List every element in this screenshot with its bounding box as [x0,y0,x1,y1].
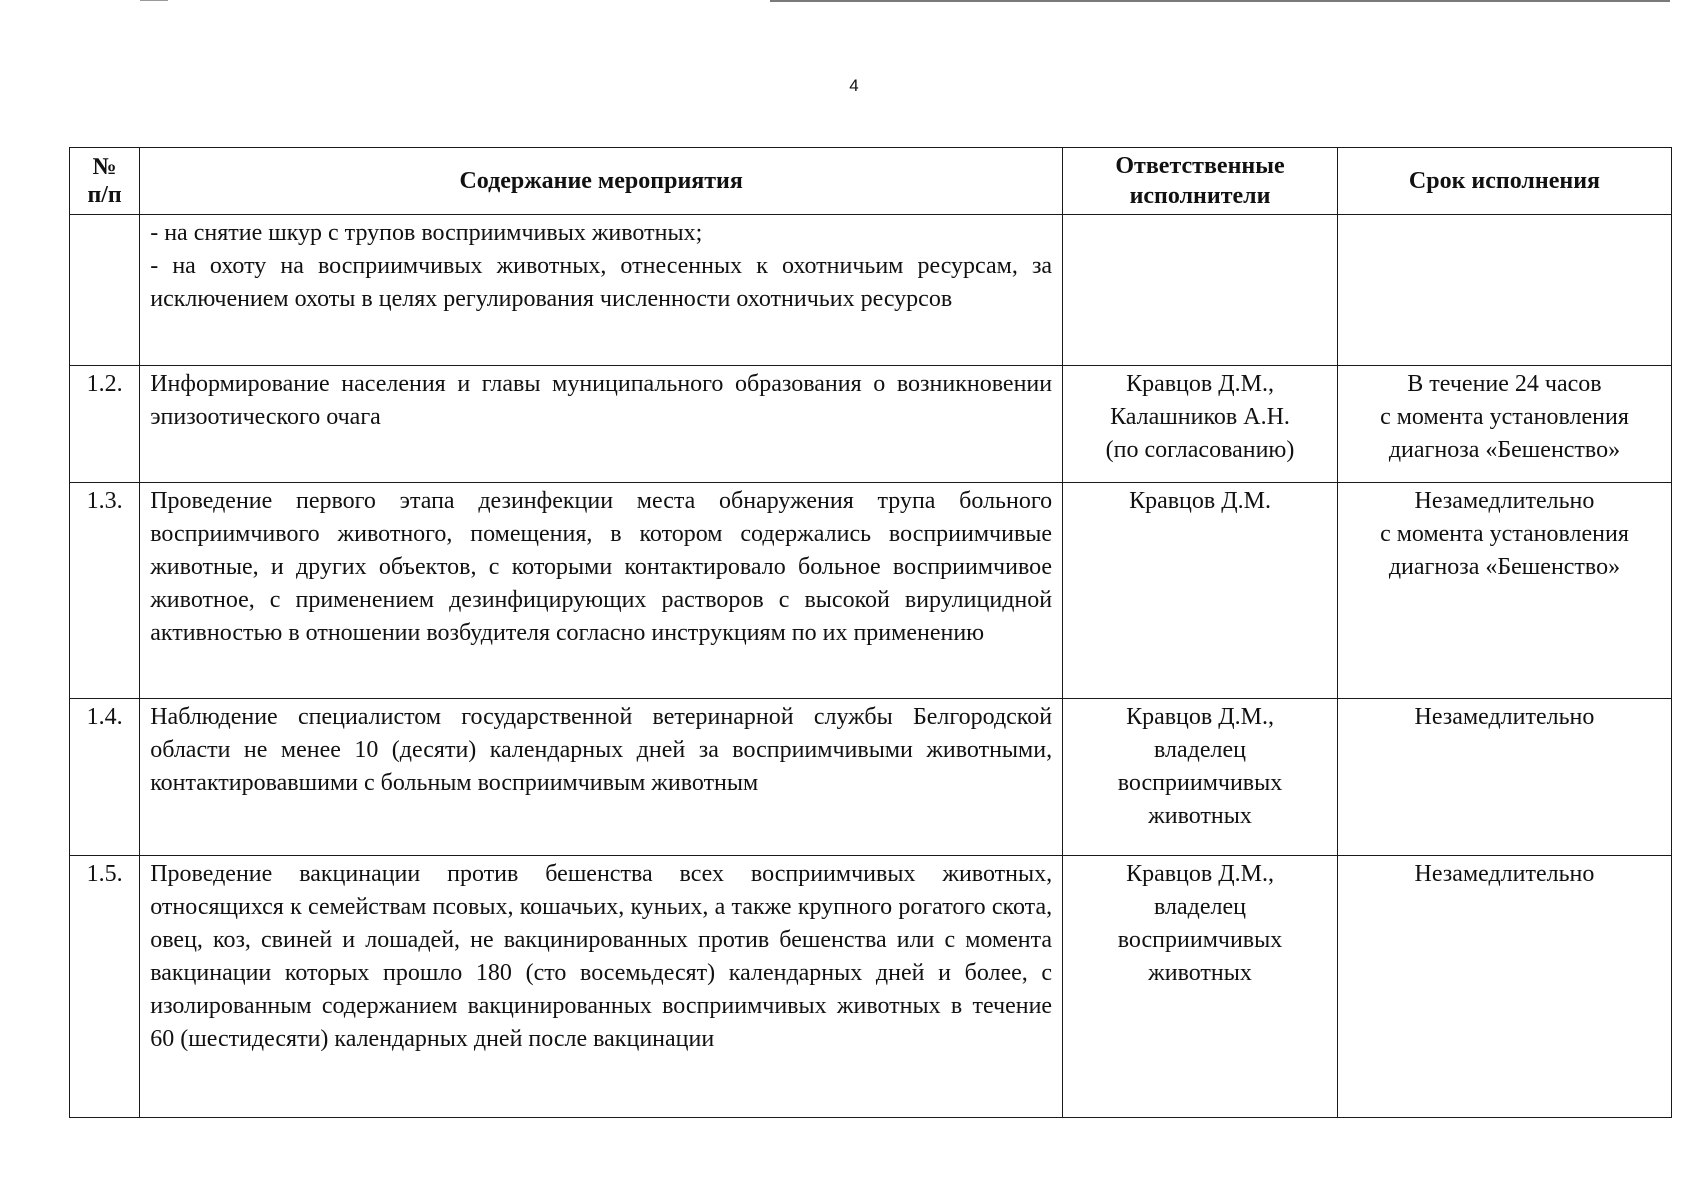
row-term [1337,215,1671,366]
responsible-line: владелец [1154,894,1246,920]
term-line: диагноза «Бешенство» [1388,437,1621,463]
row-responsible [1063,215,1338,366]
term-line: В течение 24 часов [1407,371,1602,397]
row-term [1337,366,1671,483]
row-num: 1.2. [70,366,140,483]
row-term [1337,699,1671,856]
term-line: Незамедлительно [1414,704,1595,730]
row-responsible [1063,856,1338,1118]
measures-table [69,147,1672,1118]
row-term [1337,483,1671,699]
row-content [140,215,1063,366]
term-line: Незамедлительно [1414,861,1595,887]
responsible-line: животных [1148,803,1252,829]
header-num-line1: № [92,154,117,180]
row-num: 1.5. [70,856,140,1118]
table-row [70,366,1672,483]
header-content: Содержание мероприятия [140,148,1063,215]
table-row [70,215,1672,366]
row-content-line: Информирование населения и главы муниципального образования о возникновении эпизоотического очага [150,371,1053,430]
table-row [70,483,1672,699]
responsible-line: Кравцов Д.М. [1129,488,1271,514]
top-edge-line-left [140,0,168,1]
responsible-line: Кравцов Д.М., [1126,371,1274,397]
responsible-line: восприимчивых [1117,770,1283,796]
row-content [140,366,1063,483]
row-content-line: - на снятие шкур с трупов восприимчивых животных; [150,220,703,246]
row-num: 1.4. [70,699,140,856]
header-responsible-line1: Ответственные [1115,153,1285,179]
row-content [140,483,1063,699]
responsible-line: восприимчивых [1117,927,1283,953]
top-edge-line-right [770,0,1670,2]
table-row [70,699,1672,856]
responsible-line: Калашников А.Н. [1110,404,1290,430]
row-content-line: Наблюдение специалистом государственной ветеринарной службы Белгородской области не менее 10 (десяти) календарных дней за восприимчивыми животными, контактировавшими с больным восприимчивым животным [150,704,1053,796]
row-content-line: - на охоту на восприимчивых животных, отнесенных к охотничьим ресурсам, за исключением охоты в целях регулирования численности охотничьих ресурсов [150,253,1053,312]
row-num [70,215,140,366]
term-line: диагноза «Бешенство» [1388,554,1621,580]
row-responsible [1063,366,1338,483]
responsible-line: Кравцов Д.М., [1126,704,1274,730]
row-responsible [1063,699,1338,856]
responsible-line: (по согласованию) [1105,437,1295,463]
page-number: 4 [849,76,859,95]
responsible-line: владелец [1154,737,1246,763]
term-line: с момента установления [1380,404,1629,430]
row-content [140,856,1063,1118]
term-line: с момента установления [1380,521,1629,547]
responsible-line: Кравцов Д.М., [1126,861,1274,887]
table-header-row [70,148,1672,215]
row-term [1337,856,1671,1118]
row-num: 1.3. [70,483,140,699]
responsible-line: животных [1148,960,1252,986]
header-num-line2: п/п [87,182,122,208]
header-responsible [1063,148,1338,215]
row-content-line: Проведение первого этапа дезинфекции места обнаружения трупа больного восприимчивого животного, помещения, в котором содержались восприимчивые животные, и других объектов, с которыми контактировало больное восприимчивое животное, с применением дезинфицирующих растворов с высокой вирулицидной активностью в отношении возбудителя согласно инструкциям по их применению [150,488,1053,646]
header-term: Срок исполнения [1337,148,1671,215]
header-num [70,148,140,215]
header-responsible-line2: исполнители [1129,183,1271,209]
row-responsible [1063,483,1338,699]
row-content [140,699,1063,856]
row-content-line: Проведение вакцинации против бешенства всех восприимчивых животных, относящихся к семействам псовых, кошачьих, куньих, а также крупного рогатого скота, овец, коз, свиней и лошадей, не вакцинированных против бешенства или с момента вакцинации которых прошло 180 (сто восемьдесят) календарных дней и более, с изолированным содержанием вакцинированных восприимчивых животных в течение 60 (шестидесяти) календарных дней после вакцинации [150,861,1053,1052]
term-line: Незамедлительно [1414,488,1595,514]
table-row [70,856,1672,1118]
